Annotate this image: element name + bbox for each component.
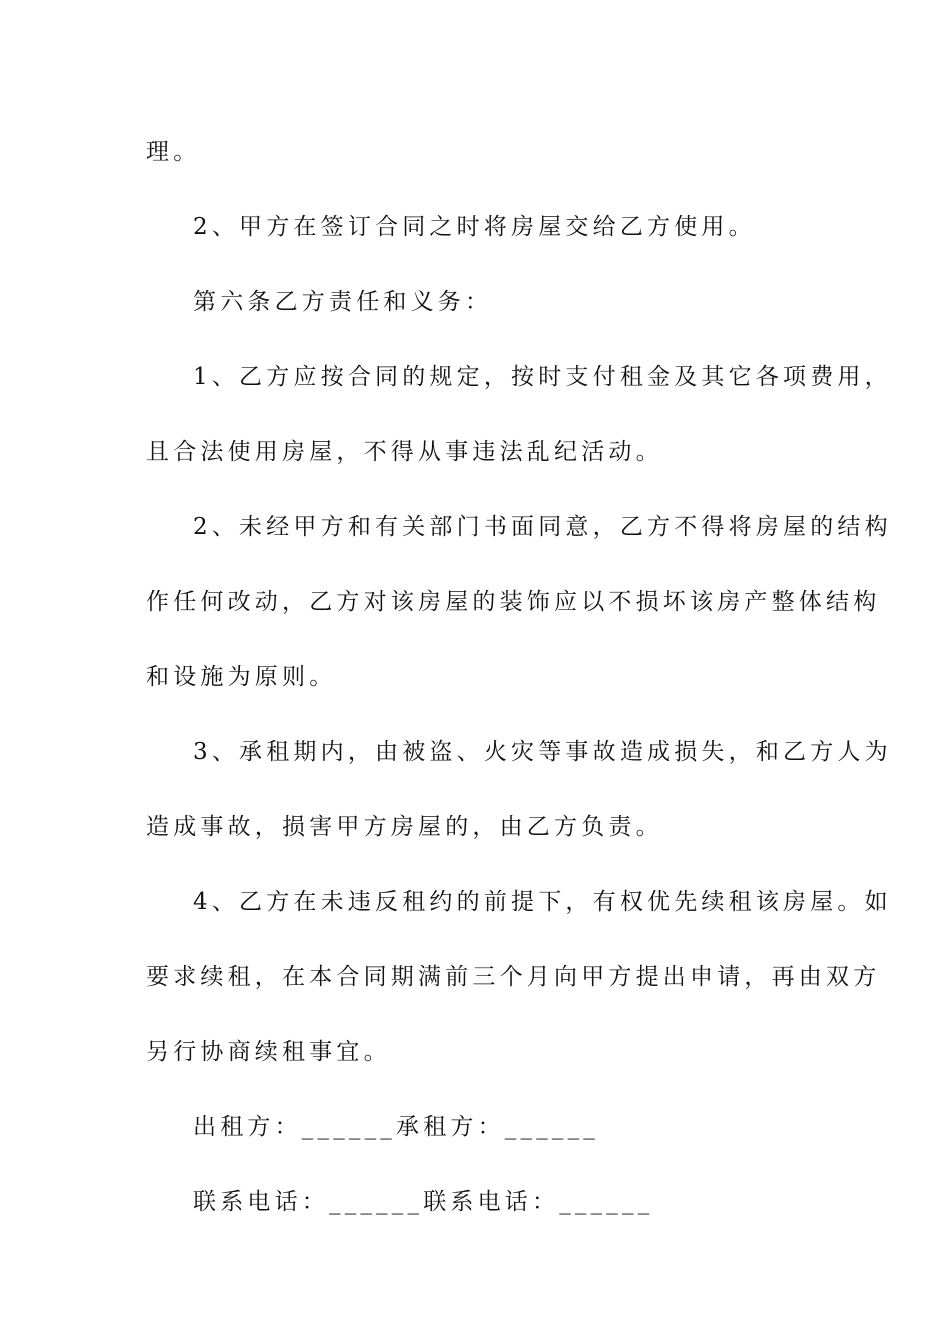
paragraph-line: 且合法使用房屋，不得从事违法乱纪活动。 xyxy=(146,439,663,465)
paragraph-line: 要求续租，在本合同期满前三个月向甲方提出申请，再由双方 xyxy=(146,964,881,990)
paragraph-line: 1、乙方应按合同的规定，按时支付租金及其它各项费用， xyxy=(193,364,892,390)
contact-phone-line: 联系电话：______联系电话：______ xyxy=(193,1189,654,1215)
paragraph-line: 2、未经甲方和有关部门书面同意，乙方不得将房屋的结构 xyxy=(193,514,892,540)
paragraph-line: 3、承租期内，由被盗、火灾等事故造成损失，和乙方人为 xyxy=(193,739,892,765)
lessor-lessee-signature-line: 出租方：______承租方：______ xyxy=(193,1114,599,1140)
paragraph-line: 作任何改动，乙方对该房屋的装饰应以不损坏该房产整体结构 xyxy=(146,589,881,615)
paragraph-line: 4、乙方在未违反租约的前提下，有权优先续租该房屋。如 xyxy=(193,889,892,915)
paragraph-line: 另行协商续租事宜。 xyxy=(146,1039,391,1065)
paragraph-line: 理。 xyxy=(146,139,201,165)
paragraph-line: 2、甲方在签订合同之时将房屋交给乙方使用。 xyxy=(193,214,756,240)
section-heading: 第六条乙方责任和义务： xyxy=(193,289,493,315)
paragraph-line: 和设施为原则。 xyxy=(146,664,337,690)
paragraph-line: 造成事故，损害甲方房屋的，由乙方负责。 xyxy=(146,814,663,840)
